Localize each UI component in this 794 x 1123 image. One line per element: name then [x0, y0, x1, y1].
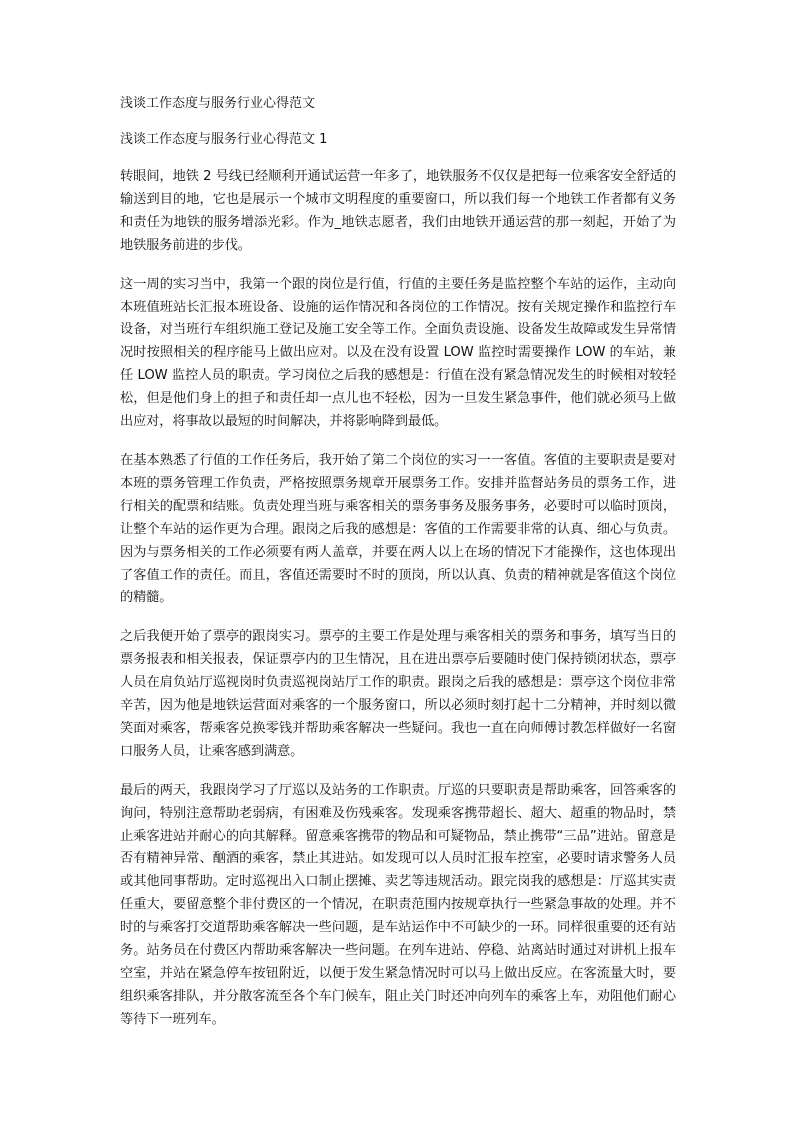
document-subtitle: 浅谈工作态度与服务行业心得范文 1 [120, 132, 328, 147]
paragraph-2: 这一周的实习当中，我第一个跟的岗位是行值，行值的主要任务是监控整个车站的运作，主动向本班值班站长汇报本班设备、设施的运作情况和各岗位的工作情况。按有关规定操作和监控行车设备，对当班行车组织施工登记及施工安全等工作。全面负责设施、设备发生故障或发生异常情况时按照相关的程序能马上做出应对。以及在没有设置 LOW 监控时需要操作 LOW 的车站，兼任 LOW 监控人员的职责。学习岗位之后我的感想是：行值在没有紧急情况发生的时候相对较轻松，但是他们身上的担子和责任却一点儿也不轻松，因为一旦发生紧急事件，他们就必须马上做出应对，将事故以最短的时间解决，并将影响降到最低。 [120, 276, 676, 430]
document-page [120, 94, 676, 1048]
paragraph-5: 最后的两天，我跟岗学习了厅巡以及站务的工作职责。厅巡的只要职责是帮助乘客，回答乘客的询问，特别注意帮助老弱病，有困难及伤残乘客。发现乘客携带超长、超大、超重的物品时，禁止乘客进站并耐心的向其解释。留意乘客携带的物品和可疑物品，禁止携带“三品”进站。留意是否有精神异常、酗酒的乘客，禁止其进站。如发现可以人员时汇报车控室，必要时请求警务人员或其他同事帮助。定时巡视出入口制止摆摊、卖艺等违规活动。跟完岗我的感想是：厅巡其实责任重大，要留意整个非付费区的一个情况，在职责范围内按规章执行一些紧急事故的处理。并不时的与乘客打交道帮助乘客解决一些问题，是车站运作中不可缺少的一环。同样很重要的还有站务。站务员在付费区内帮助乘客解决一些问题。在列车进站、停稳、站离站时通过对讲机上报车空室，并站在紧急停车按钮附近，以便于发生紧急情况时可以马上做出反应。在客流量大时，要组织乘客排队，并分散客流至各个车门候车，阻止关门时还冲向列车的乘客上车，劝阻他们耐心等待下一班列车。 [120, 782, 676, 1027]
paragraph-3: 在基本熟悉了行值的工作任务后，我开始了第二个岗位的实习一一客值。客值的主要职责是要对本班的票务管理工作负责，严格按照票务规章开展票务工作。安排并监督站务员的票务工作，进行相关的配票和结账。负责处理当班与乘客相关的票务事务及服务事务，必要时可以临时顶岗，让整个车站的运作更为合理。跟岗之后我的感想是：客值的工作需要非常的认真、细心与负责。因为与票务相关的工作必须要有两人盖章，并要在两人以上在场的情况下才能操作，这也体现出了客值工作的责任。而且，客值还需要时不时的顶岗，所以认真、负责的精神就是客值这个岗位的精髓。 [120, 452, 676, 606]
document-title: 浅谈工作态度与服务行业心得范文 [120, 96, 316, 111]
paragraph-4: 之后我便开始了票亭的跟岗实习。票亭的主要工作是处理与乘客相关的票务和事务，填写当日的票务报表和相关报表，保证票亭内的卫生情况，且在进出票亭后要随时使门保持锁闭状态，票亭人员在肩负站厅巡视岗时负责巡视岗站厅工作的职责。跟岗之后我的感想是：票亭这个岗位非常辛苦，因为他是地铁运营面对乘客的一个服务窗口，所以必须时刻打起十二分精神，并时刻以微笑面对乘客，帮乘客兑换零钱并帮助乘客解决一些疑问。我也一直在向师傅讨教怎样做好一名窗口服务人员，让乘客感到满意。 [120, 629, 676, 759]
paragraph-1: 转眼间，地铁 2 号线已经顺利开通试运营一年多了，地铁服务不仅仅是把每一位乘客安全舒适的输送到目的地，它也是展示一个城市文明程度的重要窗口，所以我们每一个地铁工作者都有义务和责任为地铁的服务增添光彩。作为_地铁志愿者，我们由地铁开通运营的那一刻起，开始了为地铁服务前进的步伐。 [120, 169, 676, 253]
